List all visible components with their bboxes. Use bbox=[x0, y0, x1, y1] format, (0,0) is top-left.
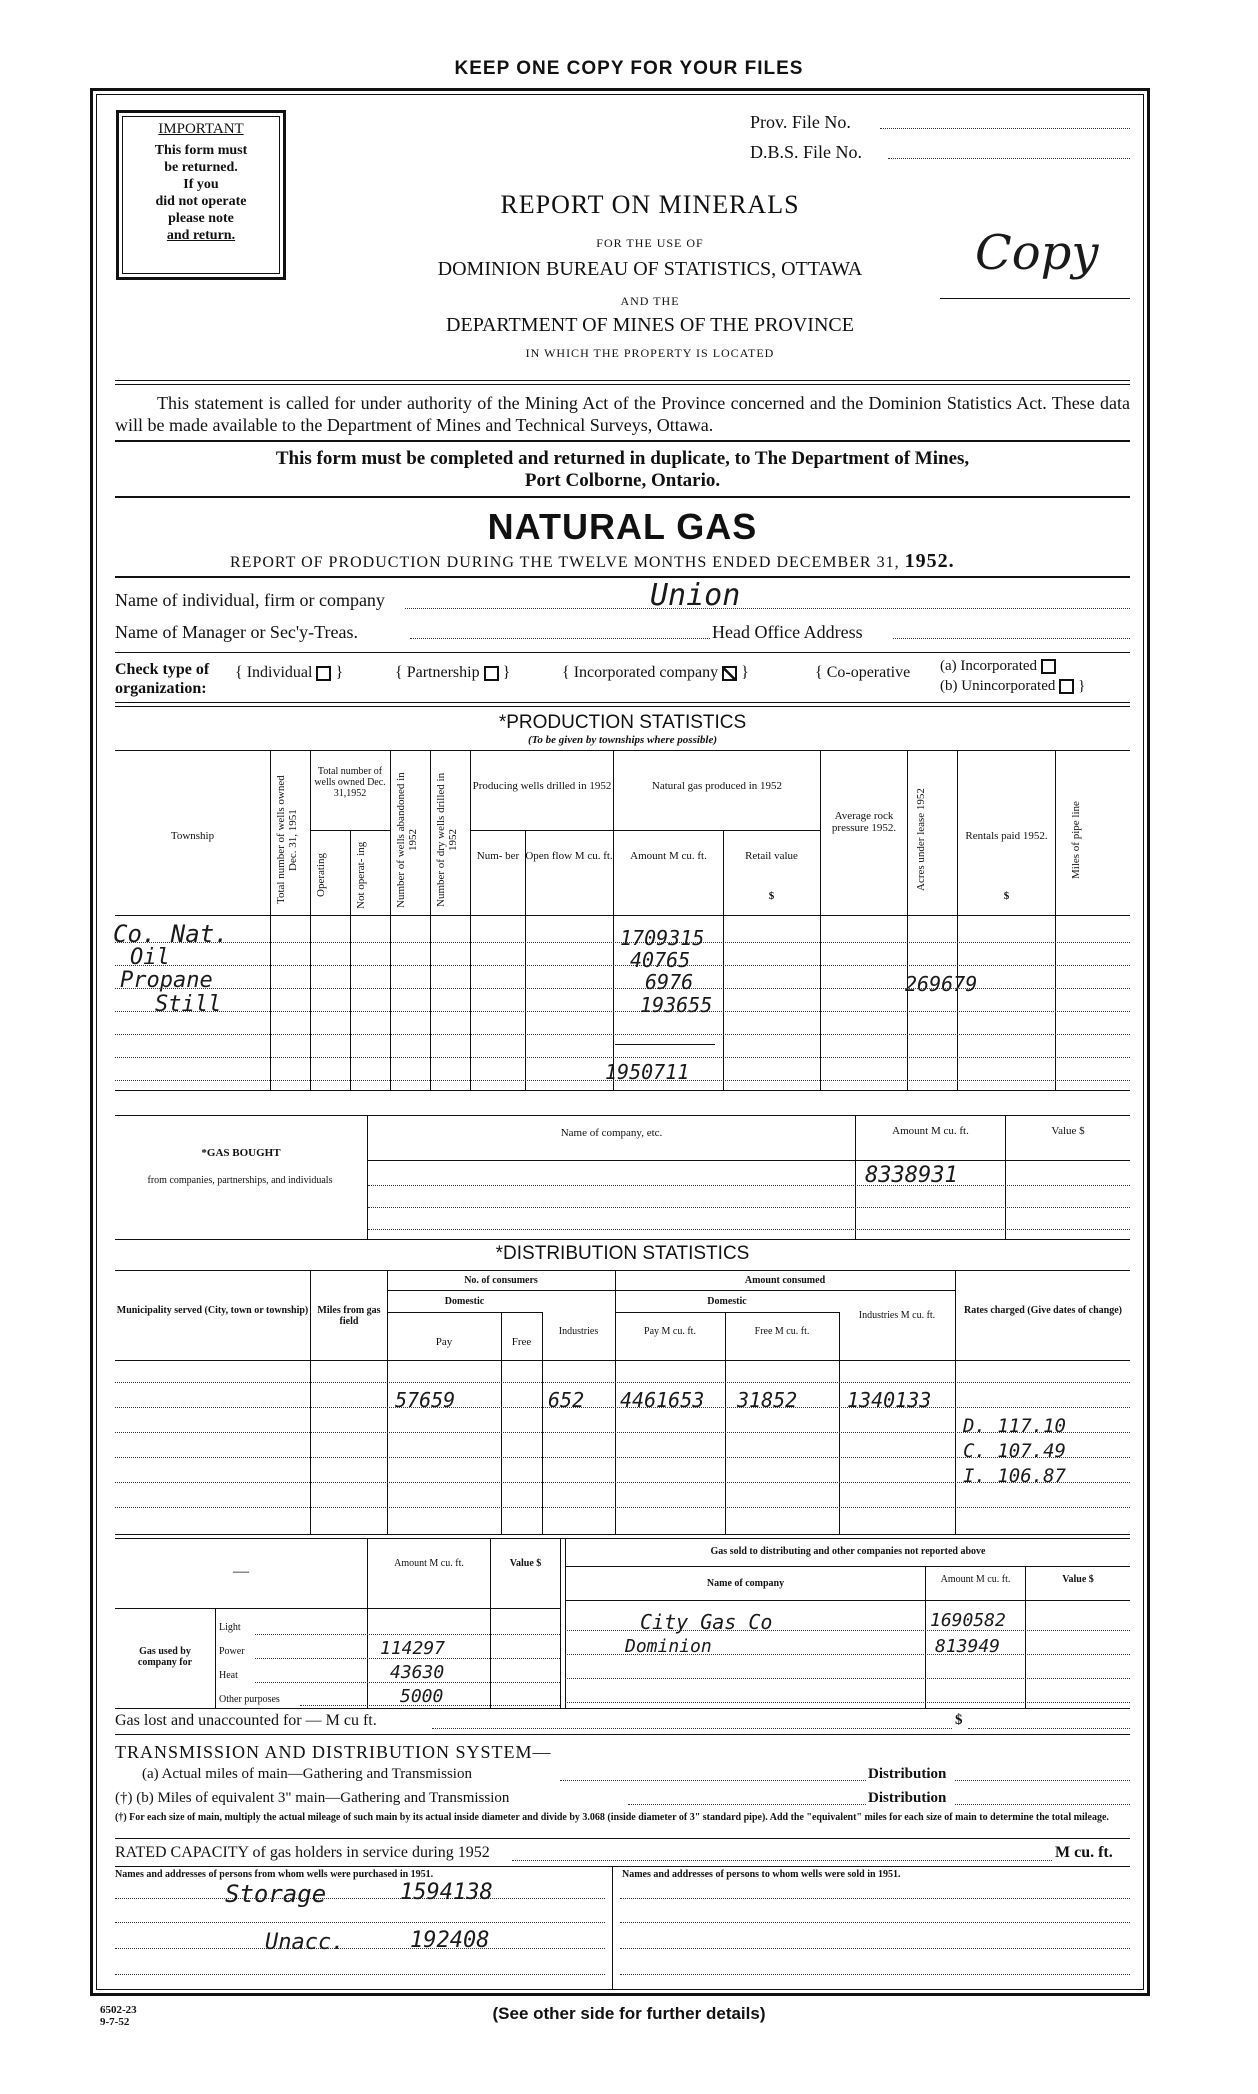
dist-ind-m-value: 1340133 bbox=[847, 1388, 932, 1412]
transmission-a-distribution: Distribution bbox=[868, 1766, 947, 1782]
org-incorporated[interactable]: { Incorporated company } bbox=[562, 664, 749, 681]
org-partnership[interactable]: { Partnership } bbox=[395, 664, 511, 681]
company-name-value: Union bbox=[650, 578, 741, 613]
heat-value: 43630 bbox=[390, 1662, 445, 1683]
individual-checkbox[interactable] bbox=[316, 666, 331, 681]
divider bbox=[115, 380, 1130, 381]
col-pay-m: Pay M cu. ft. bbox=[644, 1326, 696, 1337]
purchased-name: Storage bbox=[225, 1880, 327, 1908]
partnership-label: Partnership bbox=[406, 664, 480, 681]
table-row-township: Propane bbox=[120, 968, 213, 993]
important-line: This form must bbox=[154, 143, 248, 158]
production-title: *PRODUCTION STATISTICS bbox=[498, 712, 747, 733]
distribution-table bbox=[115, 1270, 1130, 1535]
purchased-value: 192408 bbox=[410, 1928, 490, 1953]
individual-label: Individual bbox=[246, 664, 313, 681]
gas-lost-dollar: $ bbox=[955, 1712, 963, 1728]
buyer-name: Dominion bbox=[625, 1636, 712, 1657]
divider bbox=[115, 706, 1130, 707]
buyer-amount: 1690582 bbox=[930, 1610, 1006, 1631]
col-total-1952: Total number of wells owned Dec. 31,1952 bbox=[314, 766, 386, 799]
col-usage-value: Value $ bbox=[509, 1558, 542, 1569]
table-row-rentals: 269679 bbox=[905, 972, 978, 996]
col-miles: Miles of pipe line bbox=[1070, 801, 1082, 879]
report-title: REPORT ON MINERALS bbox=[500, 190, 800, 219]
company-name-label: Name of individual, firm or company bbox=[115, 590, 385, 610]
form-no: 6502-23 bbox=[100, 2004, 137, 2016]
buyer-name: City Gas Co bbox=[640, 1610, 773, 1634]
coop-b-label: (b) Unincorporated bbox=[940, 678, 1056, 694]
col-pay: Pay bbox=[435, 1336, 453, 1348]
report-period bbox=[230, 550, 955, 573]
divider bbox=[115, 1734, 1130, 1735]
transmission-b: (†) (b) Miles of equivalent 3" main—Gathering and Transmission bbox=[115, 1790, 510, 1806]
dist-rate: D. 117.10 bbox=[963, 1415, 1066, 1437]
return-line-1: This form must be completed and returned in duplicate, to The Department of Mines, bbox=[275, 448, 970, 469]
table-row-amount: 6976 bbox=[645, 970, 694, 994]
org-type-label bbox=[115, 660, 209, 698]
divider bbox=[115, 1866, 1130, 1867]
important-box bbox=[116, 110, 286, 280]
bureau-text: DOMINION BUREAU OF STATISTICS, OTTAWA bbox=[437, 258, 863, 280]
dist-rate: C. 107.49 bbox=[963, 1440, 1066, 1462]
table-row-amount: 193655 bbox=[640, 993, 713, 1017]
incorporated-label: Incorporated company bbox=[573, 664, 719, 681]
divider bbox=[115, 1838, 1130, 1839]
divider bbox=[115, 496, 1130, 498]
gas-usage-table bbox=[115, 1538, 1130, 1708]
important-line: please note bbox=[168, 211, 234, 226]
dist-free-m-value: 31852 bbox=[737, 1388, 798, 1412]
table-row-township: Still bbox=[155, 992, 222, 1017]
return-instructions bbox=[115, 448, 1130, 492]
col-consumers: No. of consumers bbox=[464, 1275, 538, 1286]
department-text: DEPARTMENT OF MINES OF THE PROVINCE bbox=[446, 314, 854, 336]
incorporated-checkbox[interactable] bbox=[722, 666, 737, 681]
return-line-2: Port Colborne, Ontario. bbox=[524, 470, 721, 491]
production-subtitle: (To be given by townships where possible) bbox=[527, 734, 718, 746]
gas-used-label: Gas used by company for bbox=[137, 1646, 193, 1668]
col-township: Township bbox=[170, 830, 215, 842]
col-dry: Number of dry wells drilled in 1952 bbox=[435, 772, 459, 908]
keep-copy-header: KEEP ONE COPY FOR YOUR FILES bbox=[454, 58, 804, 79]
head-office-line bbox=[893, 638, 1130, 639]
col-bought-amount: Amount M cu. ft. bbox=[892, 1125, 969, 1137]
gas-bought-label: *GAS BOUGHT bbox=[201, 1147, 281, 1159]
heat-label: Heat bbox=[219, 1670, 238, 1681]
partnership-checkbox[interactable] bbox=[484, 666, 499, 681]
gas-bought-amount: 8338931 bbox=[865, 1163, 958, 1188]
in-which-text: IN WHICH THE PROPERTY IS LOCATED bbox=[525, 346, 775, 360]
dbs-file-label: D.B.S. File No. bbox=[750, 142, 863, 162]
org-cooperative[interactable]: { Co-operative bbox=[815, 664, 911, 681]
other-purposes-label: Other purposes bbox=[219, 1694, 280, 1705]
power-value: 114297 bbox=[380, 1638, 446, 1659]
col-open-flow: Open flow M cu. ft. bbox=[525, 850, 613, 862]
see-other-side: (See other side for further details) bbox=[492, 2004, 766, 2023]
important-title: IMPORTANT bbox=[158, 121, 244, 137]
col-number: Num- ber bbox=[476, 850, 520, 862]
col-domestic-amount: Domestic bbox=[707, 1296, 747, 1307]
prov-file-line bbox=[880, 128, 1130, 129]
col-acres: Acres under lease 1952 bbox=[915, 788, 927, 892]
report-period-text: REPORT OF PRODUCTION DURING THE TWELVE MONTHS ENDED DECEMBER 31, bbox=[230, 554, 900, 571]
col-abandoned: Number of wells abandoned in 1952 bbox=[395, 772, 419, 908]
col-ind-m: Industries M cu. ft. bbox=[858, 1310, 936, 1321]
production-table bbox=[115, 750, 1130, 1090]
check-type-text: Check type of bbox=[115, 661, 210, 678]
important-line: be returned. bbox=[164, 160, 238, 175]
divider bbox=[115, 652, 1130, 653]
rated-capacity-label: RATED CAPACITY of gas holders in service during 1952 bbox=[115, 1844, 490, 1861]
col-amount: Amount M cu. ft. bbox=[630, 850, 707, 862]
rated-capacity-unit: M cu. ft. bbox=[1055, 1844, 1113, 1861]
col-rentals: Rentals paid 1952. bbox=[965, 830, 1048, 842]
col-municipality: Municipality served (City, town or township) bbox=[116, 1305, 309, 1316]
divider bbox=[115, 576, 1130, 578]
head-office-label: Head Office Address bbox=[712, 622, 863, 642]
coop-a-label: (a) Incorporated bbox=[940, 658, 1038, 674]
col-sold-company: Name of company bbox=[706, 1578, 785, 1589]
form-date: 9-7-52 bbox=[100, 2016, 130, 2028]
gas-sold-title: Gas sold to distributing and other companies not reported above bbox=[710, 1546, 986, 1557]
col-amount-consumed: Amount consumed bbox=[744, 1275, 826, 1286]
important-line: and return. bbox=[166, 228, 236, 243]
col-sold-amount: Amount M cu. ft. bbox=[940, 1574, 1011, 1585]
col-dist-miles: Miles from gas field bbox=[317, 1305, 381, 1327]
coop-b-checkbox[interactable] bbox=[1059, 679, 1074, 694]
sold-wells-label: Names and addresses of persons to whom wells were sold in 1951. bbox=[622, 1869, 901, 1880]
col-industries: Industries bbox=[558, 1326, 599, 1337]
table-row-amount: 40765 bbox=[630, 948, 691, 972]
col-retail-dollar: $ bbox=[768, 890, 775, 902]
copy-handwritten-mark: Copy bbox=[975, 225, 1099, 281]
other-value: 5000 bbox=[400, 1686, 444, 1707]
distribution-title: *DISTRIBUTION STATISTICS bbox=[495, 1243, 750, 1264]
buyer-amount: 813949 bbox=[935, 1636, 1001, 1657]
manager-label: Name of Manager or Sec'y-Treas. bbox=[115, 622, 358, 642]
divider bbox=[115, 440, 1130, 442]
table-row-township: Oil bbox=[130, 945, 170, 970]
gas-lost-label: Gas lost and unaccounted for — M cu ft. bbox=[115, 1712, 377, 1729]
transmission-note: (†) For each size of main, multiply the actual mileage of such main by its actual inside diameter and divide by 3.068 (inside diameter of 3" standard pipe). Add the "equivalent" miles for each size of main to determine the total mileage. bbox=[115, 1812, 1109, 1823]
cooperative-label: Co-operative bbox=[826, 664, 911, 681]
col-not-operating: Not operat- ing bbox=[355, 841, 367, 909]
transmission-title: TRANSMISSION AND DISTRIBUTION SYSTEM— bbox=[115, 1742, 552, 1762]
natural-gas-title: NATURAL GAS bbox=[487, 506, 758, 547]
col-rates: Rates charged (Give dates of change) bbox=[963, 1305, 1123, 1316]
coop-options: (a) Incorporated (b) Unincorporated } bbox=[940, 658, 1086, 694]
divider bbox=[612, 1866, 613, 1990]
dist-industries-value: 652 bbox=[548, 1388, 585, 1412]
col-domestic: Domestic bbox=[444, 1296, 485, 1307]
authority-statement: This statement is called for under authority of the Mining Act of the Province concerned and the Dominion Statistics Act. These data will be made available to the Department of Mines and Technical Surveys, Ottawa. bbox=[115, 393, 1130, 435]
col-pressure: Average rock pressure 1952. bbox=[831, 810, 897, 834]
col-natural-gas: Natural gas produced in 1952 bbox=[651, 780, 783, 792]
table-row-amount: 1709315 bbox=[620, 926, 705, 950]
dbs-file-line bbox=[888, 158, 1130, 159]
gas-bought-table bbox=[115, 1115, 1130, 1240]
col-producing: Producing wells drilled in 1952 bbox=[472, 780, 612, 792]
col-usage-amount: Amount M cu. ft. bbox=[394, 1558, 464, 1569]
important-line: If you bbox=[183, 177, 219, 192]
production-total: 1950711 bbox=[605, 1060, 690, 1084]
dist-pay-value: 57659 bbox=[395, 1388, 456, 1412]
col-company-name: Name of company, etc. bbox=[560, 1127, 663, 1139]
col-operating: Operating bbox=[315, 853, 327, 897]
divider bbox=[115, 702, 1130, 703]
purchased-value: 1594138 bbox=[400, 1880, 493, 1905]
prov-file-label: Prov. File No. bbox=[750, 112, 851, 132]
dist-pay-m-value: 4461653 bbox=[620, 1388, 705, 1412]
transmission-b-distribution: Distribution bbox=[868, 1790, 947, 1806]
copy-underline bbox=[940, 298, 1130, 299]
light-label: Light bbox=[219, 1622, 241, 1633]
col-rentals-dollar: $ bbox=[1003, 890, 1010, 902]
col-free-m: Free M cu. ft. bbox=[754, 1326, 810, 1337]
for-use-text: FOR THE USE OF bbox=[596, 236, 704, 250]
transmission-a: (a) Actual miles of main—Gathering and Transmission bbox=[142, 1766, 472, 1782]
important-line: did not operate bbox=[155, 194, 247, 209]
col-total-owned: Total number of wells owned Dec. 31, 1951 bbox=[275, 775, 299, 905]
and-the-text: AND THE bbox=[620, 294, 680, 308]
table-row-township: Co. Nat. bbox=[113, 920, 229, 948]
org-individual[interactable]: { Individual } bbox=[235, 664, 344, 681]
organization-text: organization: bbox=[115, 680, 207, 697]
gas-bought-from: from companies, partnerships, and individuals bbox=[147, 1175, 333, 1186]
col-sold-value: Value $ bbox=[1062, 1574, 1094, 1585]
report-year: 1952. bbox=[904, 550, 955, 572]
purchased-name: Unacc. bbox=[265, 1930, 345, 1955]
purchased-label: Names and addresses of persons from whom wells were purchased in 1951. bbox=[115, 1869, 434, 1880]
dist-rate: I. 106.87 bbox=[963, 1465, 1066, 1487]
coop-a-checkbox[interactable] bbox=[1041, 659, 1056, 674]
company-name-line bbox=[405, 608, 1130, 609]
usage-dash: — bbox=[233, 1563, 249, 1580]
power-label: Power bbox=[219, 1646, 245, 1657]
col-retail: Retail value bbox=[745, 850, 798, 862]
col-free: Free bbox=[511, 1336, 532, 1348]
divider bbox=[115, 384, 1130, 385]
col-bought-value: Value $ bbox=[1051, 1125, 1085, 1137]
manager-line bbox=[410, 638, 710, 639]
